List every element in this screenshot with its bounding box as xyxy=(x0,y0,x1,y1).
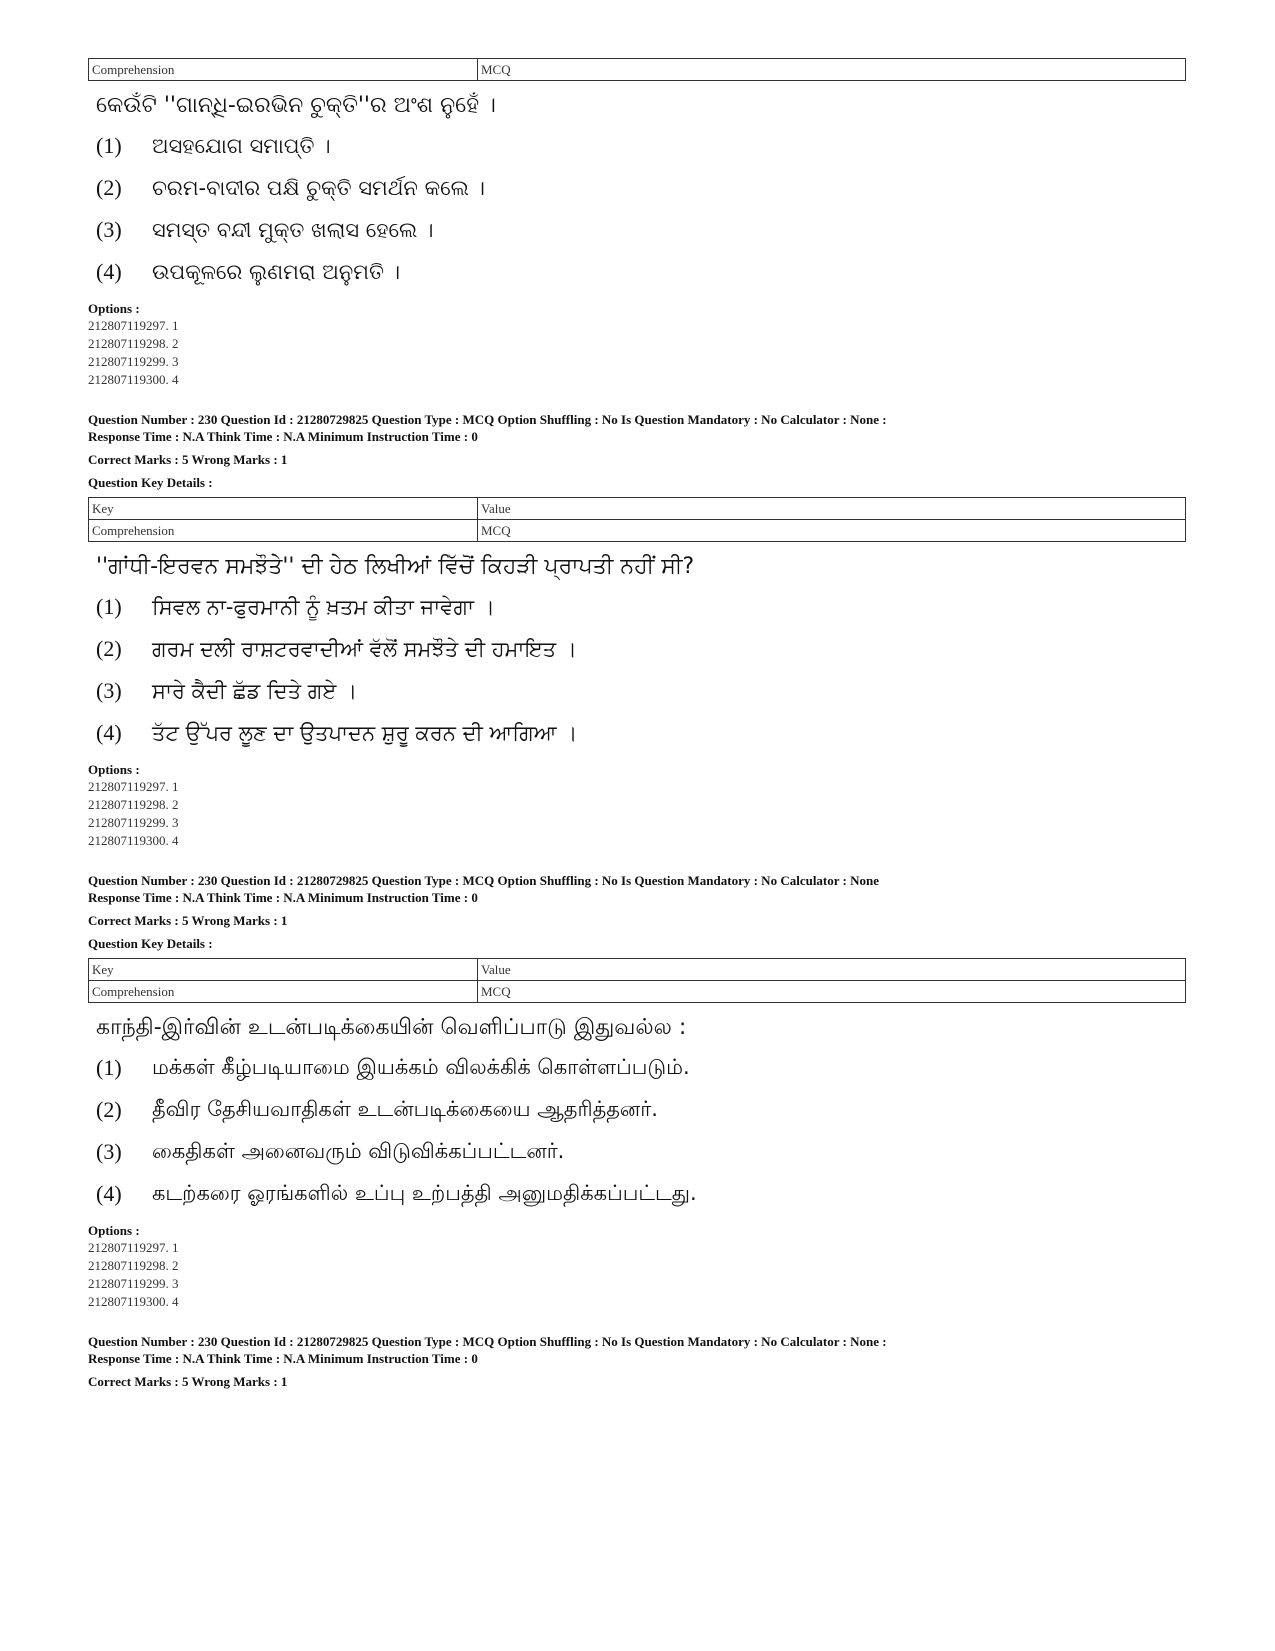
question-meta-line: Response Time : N.A Think Time : N.A Minimum Instruction Time : 0 xyxy=(88,429,478,444)
option-number: (3) xyxy=(96,1139,122,1164)
option-text: ਸਿਵਲ ਨਾ-ਫੁਰਮਾਨੀ ਨੂੰ ਖ਼ਤਮ ਕੀਤਾ ਜਾਵੇਗਾ । xyxy=(152,594,495,619)
option-item xyxy=(96,586,1191,628)
option-text: மக்கள் கீழ்படியாமை இயக்கம் விலக்கிக் கொள்ளப்படும். xyxy=(152,1054,690,1079)
option-item xyxy=(96,125,1191,167)
table-header-key: Key xyxy=(89,498,478,520)
option-id: 212807119300. 4 xyxy=(88,1294,179,1309)
option-item xyxy=(96,1173,1191,1215)
option-id: 212807119299. 3 xyxy=(88,815,179,830)
key-details-label: Question Key Details : xyxy=(88,475,213,490)
option-id: 212807119299. 3 xyxy=(88,354,179,369)
option-number: (2) xyxy=(96,636,122,661)
option-text: ଉପକୂଳରେ ଲୁଣମରା ଅନୁମତି । xyxy=(152,259,401,284)
marks-line: Correct Marks : 5 Wrong Marks : 1 xyxy=(88,913,288,928)
option-item xyxy=(96,712,1191,754)
table-cell-value: MCQ xyxy=(478,981,1186,1003)
option-number: (4) xyxy=(96,1181,122,1206)
option-number: (2) xyxy=(96,175,122,200)
option-number: (3) xyxy=(96,217,122,242)
table-cell-key: Comprehension xyxy=(89,520,478,542)
option-id: 212807119298. 2 xyxy=(88,1258,179,1273)
marks-line: Correct Marks : 5 Wrong Marks : 1 xyxy=(88,1374,288,1389)
option-item xyxy=(96,628,1191,670)
option-list xyxy=(88,1047,1191,1215)
option-item xyxy=(96,251,1191,293)
option-id: 212807119297. 1 xyxy=(88,318,179,333)
table-row xyxy=(89,59,1186,81)
question-meta-line: Question Number : 230 Question Id : 21280729825 Question Type : MCQ Option Shuffling : No Is Question Mandatory : No Calculator : None : xyxy=(88,1334,887,1349)
option-list xyxy=(88,125,1191,293)
options-label: Options : xyxy=(88,301,140,316)
table-header-row xyxy=(89,959,1186,981)
options-label: Options : xyxy=(88,762,140,777)
question-meta xyxy=(88,411,1191,445)
option-item xyxy=(96,1047,1191,1089)
option-id: 212807119298. 2 xyxy=(88,797,179,812)
option-text: ଅସହଯୋଗ ସମାପ୍ତି । xyxy=(152,133,331,158)
option-id: 212807119297. 1 xyxy=(88,779,179,794)
question-meta xyxy=(88,872,1191,906)
option-text: கைதிகள் அனைவரும் விடுவிக்கப்பட்டனர். xyxy=(152,1138,565,1163)
question-meta-line: Response Time : N.A Think Time : N.A Minimum Instruction Time : 0 xyxy=(88,1351,478,1366)
option-text: ଚରମ-ବାଦୀର ପକ୍ଷି ଚୁକ୍ତି ସମର୍ଥନ କଲେ । xyxy=(152,175,485,200)
option-id: 212807119299. 3 xyxy=(88,1276,179,1291)
table-header-value: Value xyxy=(478,498,1186,520)
option-number: (4) xyxy=(96,259,122,284)
table-cell-key: Comprehension xyxy=(89,981,478,1003)
question-meta-line: Response Time : N.A Think Time : N.A Minimum Instruction Time : 0 xyxy=(88,890,478,905)
table-cell-value: MCQ xyxy=(478,520,1186,542)
option-item xyxy=(96,670,1191,712)
question-meta xyxy=(88,1333,1191,1367)
option-id: 212807119297. 1 xyxy=(88,1240,179,1255)
marks-line: Correct Marks : 5 Wrong Marks : 1 xyxy=(88,452,288,467)
table-header-row xyxy=(89,498,1186,520)
question-meta-line: Question Number : 230 Question Id : 21280729825 Question Type : MCQ Option Shuffling : No Is Question Mandatory : No Calculator : None : xyxy=(88,412,887,427)
option-number: (4) xyxy=(96,720,122,745)
option-item xyxy=(96,1089,1191,1131)
option-number: (1) xyxy=(96,1055,122,1080)
question-text: ''ਗਾਂਧੀ-ਇਰਵਨ ਸਮਝੌਤੇ'' ਦੀ ਹੇਠ ਲਿਖੀਆਂ ਵਿੱਚੋਂ ਕਿਹੜੀ ਪ੍ਰਾਪਤੀ ਨਹੀਂ ਸੀ? xyxy=(96,554,695,579)
table-header-value: Value xyxy=(478,959,1186,981)
option-number: (1) xyxy=(96,133,122,158)
question-text: କେଉଁଟି ''ଗାନ୍ଧି-ଇରଭିନ ଚୁକ୍ତି''ର ଅଂଶ ନୁହେଁ । xyxy=(96,93,496,118)
table-header-key: Key xyxy=(89,959,478,981)
key-value-table xyxy=(88,497,1186,542)
option-id: 212807119298. 2 xyxy=(88,336,179,351)
options-label: Options : xyxy=(88,1223,140,1238)
question-meta-line: Question Number : 230 Question Id : 21280729825 Question Type : MCQ Option Shuffling : No Is Question Mandatory : No Calculator : None xyxy=(88,873,880,888)
key-value-table-top xyxy=(88,58,1186,81)
option-text: ਗਰਮ ਦਲੀ ਰਾਸ਼ਟਰਵਾਦੀਆਂ ਵੱਲੋਂ ਸਮਝੌਤੇ ਦੀ ਹਮਾਇਤ । xyxy=(152,636,577,661)
key-value-table xyxy=(88,958,1186,1003)
option-text: தீவிர தேசியவாதிகள் உடன்படிக்கையை ஆதரித்தனர். xyxy=(152,1096,658,1121)
table-cell-value: MCQ xyxy=(478,59,1186,81)
option-item xyxy=(96,209,1191,251)
option-item xyxy=(96,167,1191,209)
table-cell-key: Comprehension xyxy=(89,59,478,81)
question-text: காந்தி-இர்வின் உடன்படிக்கையின் வெளிப்பாடு இதுவல்ல : xyxy=(96,1015,687,1040)
document-page xyxy=(88,58,1191,1390)
option-id: 212807119300. 4 xyxy=(88,833,179,848)
table-row xyxy=(89,520,1186,542)
option-text: கடற்கரை ஓரங்களில் உப்பு உற்பத்தி அனுமதிக்கப்பட்டது. xyxy=(152,1180,697,1205)
option-number: (3) xyxy=(96,678,122,703)
option-number: (2) xyxy=(96,1097,122,1122)
option-text: ਸਾਰੇ ਕੈਦੀ ਛੱਡ ਦਿਤੇ ਗਏ । xyxy=(152,678,358,703)
option-text: ସମସ୍ତ ବନ୍ଦୀ ମୁକ୍ତ ଖଲାସ ହେଲେ । xyxy=(152,217,434,242)
option-item xyxy=(96,1131,1191,1173)
option-list xyxy=(88,586,1191,754)
option-id: 212807119300. 4 xyxy=(88,372,179,387)
table-row xyxy=(89,981,1186,1003)
key-details-label: Question Key Details : xyxy=(88,936,213,951)
option-number: (1) xyxy=(96,594,122,619)
option-text: ਤੱਟ ਉੱਪਰ ਲੂਣ ਦਾ ਉਤਪਾਦਨ ਸ਼ੁਰੂ ਕਰਨ ਦੀ ਆਗਿਆ । xyxy=(152,720,578,745)
